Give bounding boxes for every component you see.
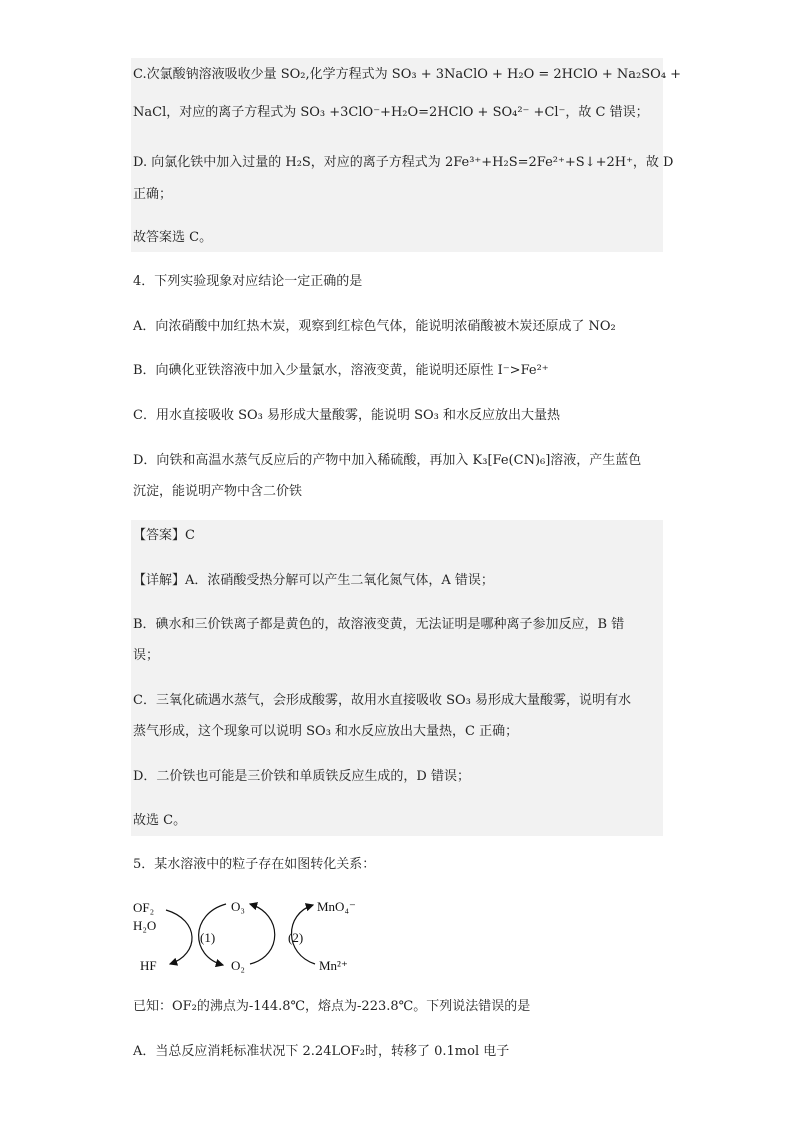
q3-option-c-line2: NaCl，对应的离子方程式为 SO₃ +3ClO⁻+H₂O=2HClO + SO₄²⁻ +Cl⁻，故 C 错误； [133,105,649,120]
diagram-label-o2: O₂ [231,958,245,973]
q4-option-d-line2: 沉淀，能说明产物中含二价铁 [133,484,303,499]
q4-option-c: C．用水直接吸收 SO₃ 易形成大量酸雾，能说明 SO₃ 和水反应放出大量热 [133,408,561,423]
q4-explain-c-line1: C．三氧化硫遇水蒸气，会形成酸雾，故用水直接吸收 SO₃ 易形成大量酸雾，说明有水 [133,693,631,708]
q4-option-d-line1: D．向铁和高温水蒸气反应后的产物中加入稀硫酸，再加入 K₃[Fe(CN)₆]溶液，产生蓝色 [133,453,642,468]
q3-final-answer: 故答案选 C。 [133,230,213,245]
diagram-label-step2: (2) [288,930,304,945]
q5-stem: 5．某水溶液中的粒子存在如图转化关系： [133,857,376,872]
q3-option-c-line1: C.次氯酸钠溶液吸收少量 SO₂,化学方程式为 SO₃ + 3NaClO + H₂O = 2HClO + Na₂SO₄ + [133,67,682,82]
q4-final-answer: 故选 C。 [133,813,187,828]
q4-explain-b-line2: 误； [133,648,160,663]
diagram-label-h2o: H₂O [133,918,157,933]
q4-option-a: A．向浓硝酸中加红热木炭，观察到红棕色气体，能说明浓硝酸被木炭还原成了 NO₂ [133,319,616,334]
diagram-label-step1: (1) [200,930,216,945]
q4-stem: 4．下列实验现象对应结论一定正确的是 [133,274,363,289]
q4-option-b: B．向碘化亚铁溶液中加入少量氯水，溶液变黄，能说明还原性 I⁻>Fe²⁺ [133,363,549,378]
diagram-arrow-middle-right-curve [250,904,275,964]
q4-explain-d: D．二价铁也可能是三价铁和单质铁反应生成的，D 错误； [133,769,470,784]
diagram-label-hf: HF [140,958,157,973]
diagram-label-o3: O₃ [231,899,245,914]
q4-explain-c-line2: 蒸气形成，这个现象可以说明 SO₃ 和水反应放出大量热，C 正确； [133,724,519,739]
diagram-label-mno4: MnO₄⁻ [317,899,356,914]
q3-option-d-line2: 正确； [133,187,173,202]
q5-conversion-diagram [128,890,368,980]
diagram-arrow-left-curve [166,910,192,964]
q3-option-d-line1: D. 向氯化铁中加入过量的 H₂S，对应的离子方程式为 2Fe³⁺+H₂S=2Fe²⁺+S↓+2H⁺，故 D [133,155,674,170]
q4-explain-b-line1: B．碘水和三价铁离子都是黄色的，故溶液变黄，无法证明是哪种离子参加反应，B 错 [133,617,625,632]
q5-known-condition: 已知：OF₂的沸点为-144.8℃，熔点为-223.8℃。下列说法错误的是 [133,999,531,1014]
diagram-label-of2: OF₂ [133,900,155,915]
q4-answer: 【答案】C [133,528,195,543]
q4-explain-a: 【详解】A．浓硝酸受热分解可以产生二氧化氮气体，A 错误； [133,573,494,588]
q5-option-a: A．当总反应消耗标准状况下 2.24LOF₂时，转移了 0.1mol 电子 [133,1044,510,1059]
diagram-label-mn2plus: Mn²⁺ [319,958,348,973]
q4-answer-block [131,520,663,836]
